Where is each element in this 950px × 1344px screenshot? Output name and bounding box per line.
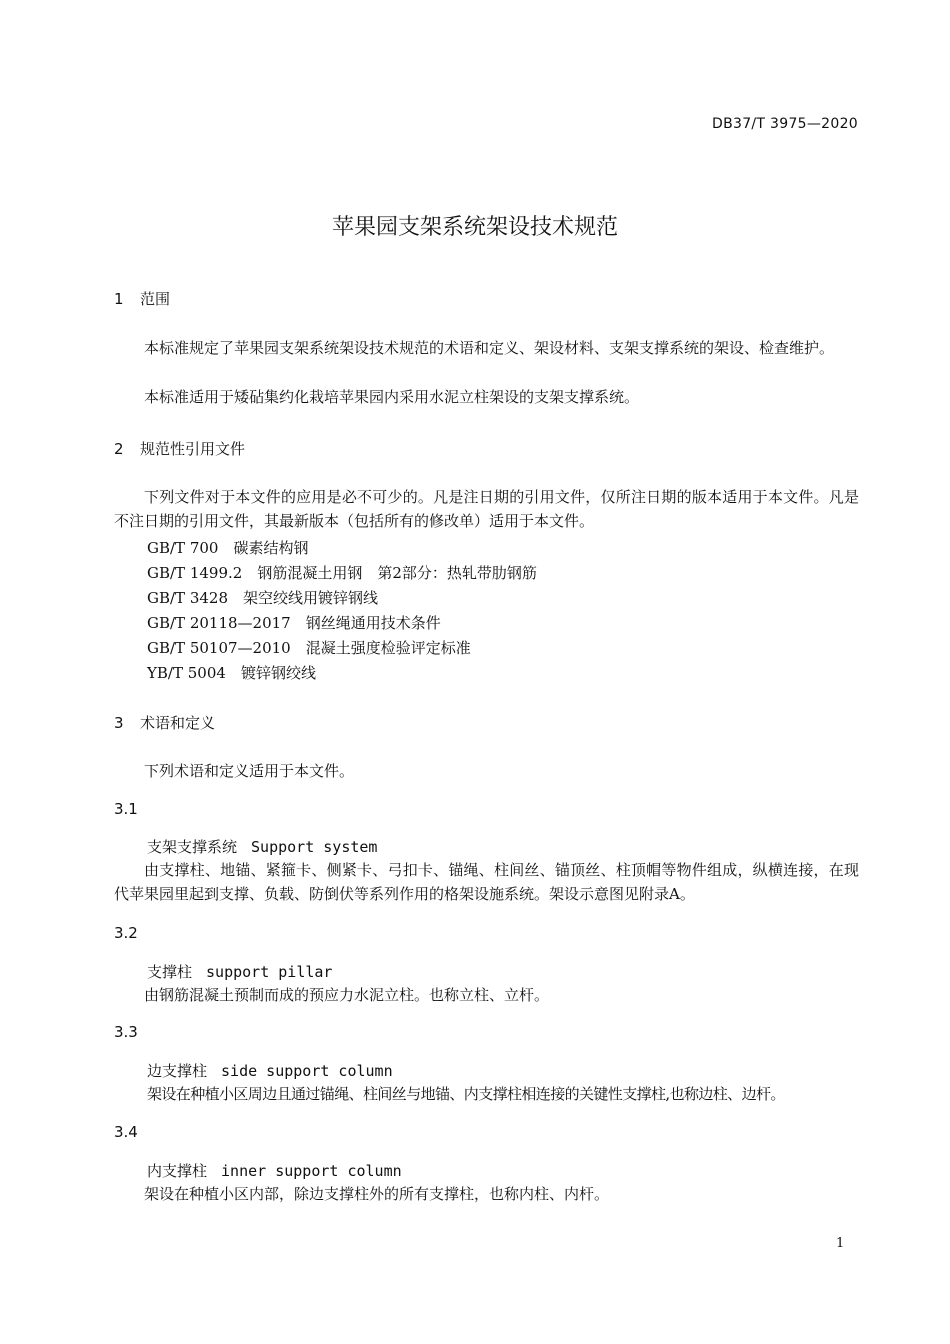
reference-name: 混凝土强度检验评定标准 — [305, 639, 471, 657]
page-number: 1 — [836, 1236, 845, 1251]
paragraph: 本标准规定了苹果园支架系统架设技术规范的术语和定义、架设材料、支架支撑系统的架设、检查维护。 — [144, 339, 835, 357]
term-number: 3.2 — [114, 924, 138, 942]
term-en: side support column — [221, 1062, 393, 1080]
section-number: 2 — [114, 440, 124, 458]
term-number: 3.4 — [114, 1123, 138, 1141]
term-zh: 边支撑柱 — [147, 1062, 208, 1080]
reference-code: GB/T 50107—2010 — [147, 639, 291, 657]
term-heading — [147, 1060, 393, 1081]
term-heading — [147, 961, 332, 982]
reference-code: GB/T 1499.2 — [147, 564, 243, 582]
term-zh: 内支撑柱 — [147, 1162, 208, 1180]
term-zh: 支架支撑系统 — [147, 838, 238, 856]
term-number: 3.3 — [114, 1023, 138, 1041]
term-definition: 由支撑柱、地锚、紧箍卡、侧紧卡、弓扣卡、锚绳、柱间丝、锚顶丝、柱顶帽等物件组成，纵横连接，在现代苹果园里起到支撑、负载、防倒伏等系列作用的格架设施系统。架设示意图见附录A。 — [114, 861, 859, 903]
reference-item — [147, 612, 441, 633]
term-en: support pillar — [206, 963, 333, 981]
reference-name: 镀锌钢绞线 — [240, 664, 316, 682]
reference-item — [147, 637, 471, 658]
term-definition: 架设在种植小区周边且通过锚绳、柱间丝与地锚、内支撑柱相连接的关键性支撑柱,也称边柱、边杆。 — [147, 1085, 785, 1103]
section-title: 术语和定义 — [140, 714, 216, 732]
reference-code: GB/T 700 — [147, 539, 219, 557]
section-heading-2 — [114, 438, 245, 459]
paragraph: 下列文件对于本文件的应用是必不可少的。凡是注日期的引用文件，仅所注日期的版本适用于本文件。凡是不注日期的引用文件，其最新版本（包括所有的修改单）适用于本文件。 — [114, 488, 859, 530]
document-number: DB37/T 3975—2020 — [712, 116, 858, 132]
reference-item — [147, 587, 378, 608]
term-definition: 架设在种植小区内部，除边支撑柱外的所有支撑柱，也称内柱、内杆。 — [144, 1185, 610, 1203]
section-heading-3 — [114, 712, 215, 733]
section-title: 范围 — [140, 290, 171, 308]
section-heading-1 — [114, 288, 170, 309]
reference-name: 碳素结构钢 — [233, 539, 309, 557]
term-heading — [147, 1160, 402, 1181]
reference-item — [147, 662, 316, 683]
term-heading — [147, 836, 377, 857]
reference-name: 钢丝绳通用技术条件 — [305, 614, 441, 632]
reference-item — [147, 537, 309, 558]
section-number: 3 — [114, 714, 124, 732]
section-number: 1 — [114, 290, 124, 308]
reference-code: GB/T 20118—2017 — [147, 614, 291, 632]
reference-code: YB/T 5004 — [147, 664, 226, 682]
term-number: 3.1 — [114, 800, 138, 818]
section-title: 规范性引用文件 — [140, 440, 246, 458]
reference-name: 钢筋混凝土用钢 第2部分：热轧带肋钢筋 — [257, 564, 537, 582]
paragraph: 下列术语和定义适用于本文件。 — [144, 762, 355, 780]
term-en: Support system — [251, 838, 378, 856]
term-en: inner support column — [221, 1162, 402, 1180]
paragraph: 本标准适用于矮砧集约化栽培苹果园内采用水泥立柱架设的支架支撑系统。 — [144, 388, 640, 406]
term-definition: 由钢筋混凝土预制而成的预应力水泥立柱。也称立柱、立杆。 — [144, 986, 550, 1004]
document-title: 苹果园支架系统架设技术规范 — [331, 215, 618, 240]
reference-code: GB/T 3428 — [147, 589, 229, 607]
term-zh: 支撑柱 — [147, 963, 193, 981]
reference-name: 架空绞线用镀锌钢线 — [243, 589, 379, 607]
reference-item — [147, 562, 537, 583]
